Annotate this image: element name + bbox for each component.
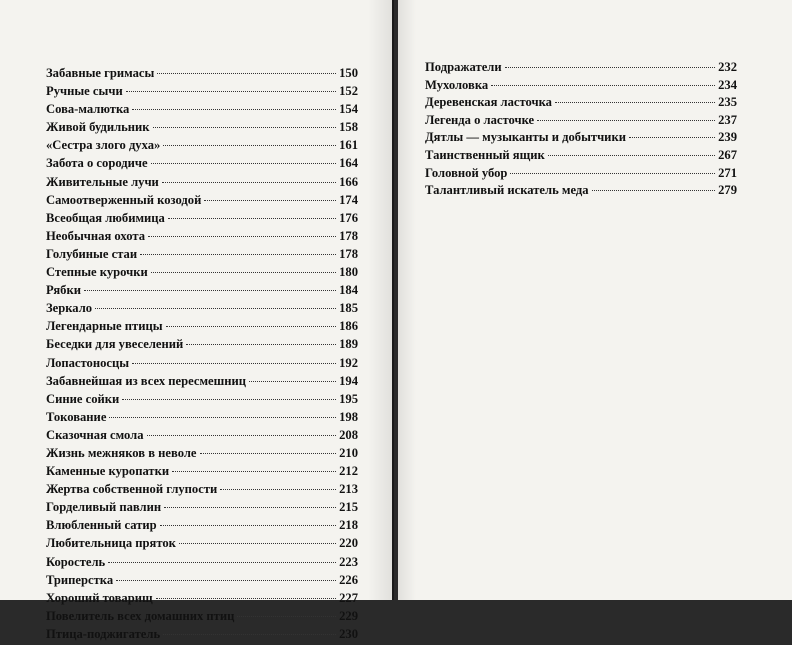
- toc-entry-title: Триперстка: [46, 572, 114, 587]
- toc-entry: [46, 555, 358, 573]
- toc-entry-page-number: 178: [339, 246, 358, 261]
- toc-entry: [425, 148, 737, 166]
- dot-leader: [84, 289, 336, 291]
- dot-leader: [172, 470, 336, 472]
- toc-entry-title: Подражатели: [425, 60, 502, 74]
- dot-leader: [249, 380, 336, 382]
- toc-entry-page-number: 189: [339, 337, 358, 352]
- toc-entry-page-number: 180: [339, 265, 358, 280]
- dot-leader: [147, 434, 337, 436]
- toc-entry-page-number: 154: [339, 102, 358, 117]
- toc-entry-title: Любительница пряток: [46, 536, 176, 551]
- toc-entry: [425, 183, 737, 201]
- toc-entry-title: Легенда о ласточке: [425, 112, 535, 127]
- gutter-shadow: [368, 0, 392, 600]
- toc-entry-title: Забавнейшая из всех пересмешниц: [46, 373, 247, 388]
- toc-entry: [425, 78, 737, 96]
- toc-entry-title: Живой будильник: [46, 120, 150, 135]
- dot-leader: [126, 90, 336, 92]
- toc-entry-page-number: 239: [718, 130, 737, 145]
- toc-entry-title: Деревенская ласточка: [425, 95, 552, 110]
- toc-right-list: [425, 60, 737, 201]
- dot-leader: [548, 154, 715, 156]
- toc-entry-page-number: 164: [339, 156, 358, 171]
- toc-entry-page-number: 186: [339, 319, 358, 334]
- toc-entry: [46, 392, 358, 410]
- toc-entry: [46, 84, 358, 102]
- toc-entry-page-number: 208: [339, 427, 358, 442]
- dot-leader: [122, 398, 336, 400]
- dot-leader: [163, 633, 336, 635]
- toc-entry-page-number: 230: [339, 626, 358, 641]
- dot-leader: [555, 101, 715, 103]
- toc-entry-page-number: 174: [339, 192, 358, 207]
- dot-leader: [491, 84, 715, 86]
- toc-entry-page-number: 215: [339, 500, 358, 515]
- dot-leader: [629, 136, 715, 138]
- toc-entry-title: Коростель: [46, 554, 106, 569]
- toc-entry-page-number: 192: [339, 355, 358, 370]
- dot-leader: [168, 217, 336, 219]
- toc-entry-page-number: 210: [339, 445, 358, 460]
- toc-entry-title: Таинственный ящик: [425, 147, 545, 162]
- toc-entry-title: Забота о сородиче: [46, 156, 148, 171]
- toc-entry: [46, 319, 358, 337]
- toc-entry-title: Мухоловка: [425, 77, 489, 92]
- toc-entry-page-number: 194: [339, 373, 358, 388]
- toc-entry-page-number: 176: [339, 210, 358, 225]
- toc-entry: [46, 229, 358, 247]
- toc-entry-page-number: 223: [339, 554, 358, 569]
- toc-entry: [46, 464, 358, 482]
- dot-leader: [116, 579, 336, 581]
- dot-leader: [164, 506, 336, 508]
- toc-entry-title: Легендарные птицы: [46, 319, 163, 334]
- gutter-shadow: [398, 0, 416, 600]
- toc-entry-title: Необычная охота: [46, 228, 145, 243]
- toc-entry-page-number: 227: [339, 590, 358, 605]
- dot-leader: [151, 162, 337, 164]
- toc-entry: [46, 627, 358, 645]
- toc-entry-page-number: 229: [339, 608, 358, 623]
- toc-entry: [46, 193, 358, 211]
- toc-entry: [425, 166, 737, 184]
- toc-entry-page-number: 212: [339, 464, 358, 479]
- toc-entry-title: Жизнь межняков в неволе: [46, 445, 197, 460]
- dot-leader: [163, 144, 336, 146]
- toc-entry-title: Беседки для увеселений: [46, 337, 184, 352]
- dot-leader: [132, 108, 336, 110]
- toc-entry-title: Хороший товарищ: [46, 590, 153, 605]
- dot-leader: [200, 452, 337, 454]
- dot-leader: [148, 235, 336, 237]
- dot-leader: [166, 325, 337, 327]
- toc-entry-title: Каменные куропатки: [46, 464, 170, 479]
- toc-entry: [425, 130, 737, 148]
- toc-entry: [46, 265, 358, 283]
- toc-entry: [46, 518, 358, 536]
- dot-leader: [204, 199, 336, 201]
- toc-entry-page-number: 213: [339, 482, 358, 497]
- toc-entry-page-number: 235: [718, 95, 737, 110]
- dot-leader: [108, 561, 336, 563]
- toc-entry: [46, 410, 358, 428]
- toc-entry: [46, 573, 358, 591]
- dot-leader: [537, 119, 715, 121]
- toc-entry-page-number: 166: [339, 174, 358, 189]
- dot-leader: [162, 181, 336, 183]
- dot-leader: [237, 615, 336, 617]
- toc-entry-title: Птица-поджигатель: [46, 626, 161, 641]
- toc-entry: [46, 482, 358, 500]
- toc-entry-page-number: 271: [718, 165, 737, 180]
- toc-entry-page-number: 185: [339, 301, 358, 316]
- toc-entry: [46, 283, 358, 301]
- toc-entry: [46, 211, 358, 229]
- toc-entry: [46, 156, 358, 174]
- toc-entry: [46, 66, 358, 84]
- toc-entry: [46, 247, 358, 265]
- dot-leader: [132, 362, 336, 364]
- toc-entry-title: Влюбленный сатир: [46, 518, 157, 533]
- dot-leader: [151, 271, 336, 273]
- toc-entry-page-number: 150: [339, 66, 358, 80]
- toc-entry-page-number: 198: [339, 409, 358, 424]
- toc-entry-title: Голубиные стаи: [46, 246, 138, 261]
- toc-entry: [46, 175, 358, 193]
- toc-entry: [425, 113, 737, 131]
- toc-entry-title: Степные курочки: [46, 265, 148, 280]
- toc-entry: [425, 95, 737, 113]
- toc-entry-page-number: 184: [339, 283, 358, 298]
- dot-leader: [510, 172, 715, 174]
- toc-entry: [46, 356, 358, 374]
- dot-leader: [157, 72, 336, 74]
- dot-leader: [220, 488, 336, 490]
- toc-entry-title: Рябки: [46, 283, 81, 298]
- toc-entry-title: Талантливый искатель меда: [425, 183, 589, 198]
- toc-entry-title: Зеркало: [46, 301, 93, 316]
- toc-entry: [425, 60, 737, 78]
- toc-entry-title: «Сестра злого духа»: [46, 138, 161, 153]
- toc-entry-page-number: 279: [718, 183, 737, 198]
- toc-entry: [46, 609, 358, 627]
- dot-leader: [160, 524, 336, 526]
- toc-entry-page-number: 218: [339, 518, 358, 533]
- toc-entry-page-number: 220: [339, 536, 358, 551]
- toc-entry-page-number: 195: [339, 391, 358, 406]
- toc-entry: [46, 536, 358, 554]
- toc-entry: [46, 500, 358, 518]
- dot-leader: [592, 189, 716, 191]
- dot-leader: [505, 66, 716, 68]
- toc-entry-page-number: 158: [339, 120, 358, 135]
- toc-entry-title: Всеобщая любимица: [46, 210, 165, 225]
- toc-entry-title: Ручные сычи: [46, 84, 123, 99]
- toc-entry-page-number: 267: [718, 147, 737, 162]
- toc-entry-title: Повелитель всех домашних птиц: [46, 608, 235, 623]
- toc-entry-title: Дятлы — музыканты и добытчики: [425, 130, 626, 145]
- toc-entry: [46, 138, 358, 156]
- toc-entry-page-number: 178: [339, 228, 358, 243]
- toc-entry-page-number: 152: [339, 84, 358, 99]
- toc-entry-page-number: 161: [339, 138, 358, 153]
- toc-entry: [46, 102, 358, 120]
- toc-entry-title: Горделивый павлин: [46, 500, 162, 515]
- toc-entry: [46, 428, 358, 446]
- dot-leader: [153, 126, 337, 128]
- toc-entry-page-number: 232: [718, 60, 737, 74]
- toc-entry-title: Сказочная смола: [46, 427, 144, 442]
- toc-entry-title: Самоотверженный козодой: [46, 192, 202, 207]
- toc-entry: [46, 301, 358, 319]
- toc-entry-title: Забавные гримасы: [46, 66, 155, 80]
- toc-entry-title: Лопастоносцы: [46, 355, 130, 370]
- toc-entry-page-number: 237: [718, 112, 737, 127]
- dot-leader: [186, 343, 336, 345]
- dot-leader: [95, 307, 336, 309]
- toc-entry: [46, 374, 358, 392]
- toc-left-list: [46, 66, 358, 645]
- toc-entry-title: Жертва собственной глупости: [46, 482, 218, 497]
- dot-leader: [179, 542, 336, 544]
- toc-entry-title: Токование: [46, 409, 107, 424]
- toc-entry-page-number: 226: [339, 572, 358, 587]
- dot-leader: [109, 416, 336, 418]
- toc-entry: [46, 446, 358, 464]
- dot-leader: [156, 597, 337, 599]
- dot-leader: [140, 253, 336, 255]
- toc-entry-title: Головной убор: [425, 165, 508, 180]
- toc-entry-title: Синие сойки: [46, 391, 120, 406]
- toc-entry-title: Сова-малютка: [46, 102, 130, 117]
- toc-entry: [46, 337, 358, 355]
- toc-entry-title: Живительные лучи: [46, 174, 159, 189]
- toc-entry-page-number: 234: [718, 77, 737, 92]
- toc-entry: [46, 120, 358, 138]
